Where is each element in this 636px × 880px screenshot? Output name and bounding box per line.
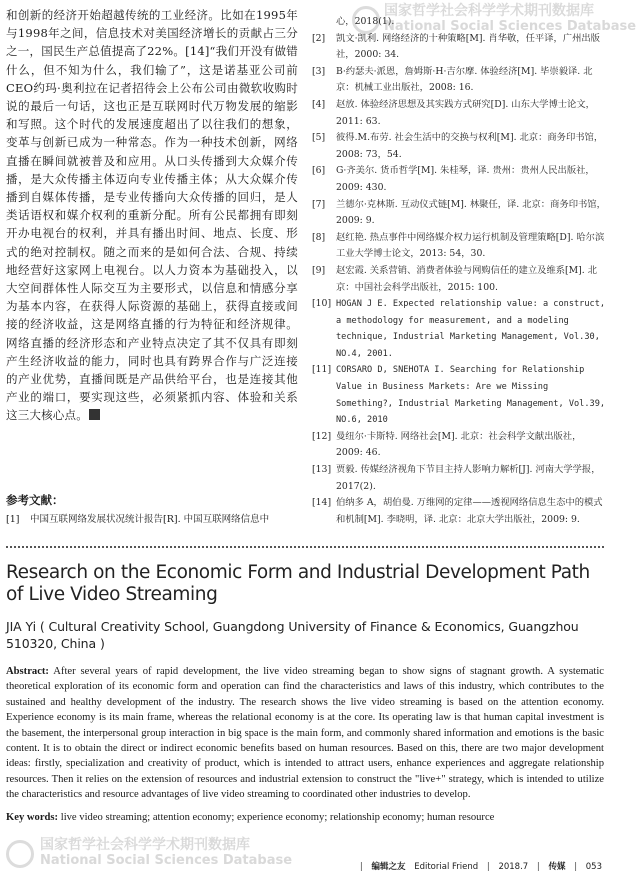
references-heading: 参考文献：: [6, 493, 64, 507]
reference-item: [312, 429, 606, 462]
reference-number: [9]: [312, 264, 326, 276]
reference-text: 中国互联网络发展状况统计报告[R]. 中国互联网络信息中: [30, 514, 270, 525]
reference-item: [312, 296, 606, 362]
english-title: Research on the Economic Form and Industrial Development Path of Live Video Streaming: [6, 562, 590, 605]
watermark-bottom: [40, 838, 292, 868]
reference-number: [8]: [312, 231, 326, 243]
reference-text: 赵红艳. 热点事件中网络媒介权力运行机制及管理策略[D]. 哈尔滨工业大学博士论文，2013: 54，30.: [336, 231, 605, 260]
footer-journal-en: Editorial Friend: [414, 862, 479, 872]
reference-number: [3]: [312, 65, 326, 77]
reference-item: [312, 462, 606, 495]
abstract-text: After several years of rapid development, the live video streaming began to show signs of stagnant growth. A systematic theoretical exploration of its economic form and operation can find the characteristics and laws of this industry, which contributes to the sustained and healthy development of the industry. The research shows the live video streaming is based on the attention economy. Experience economy is its main frame, whereas the relational economy is at the core. Its operating law is that human capital investment is the basement, the interpersonal group interaction in big space is the main form, and commonly shared information and emotions is the basic content. It is to obtain the direct or indirect economic benefits based on human resources. Based on this, there are two major development ideas: firstly, specialization and creativity of product, which is intended to attract users, enhance experiences and aggregate relationship resources. Then it relies on the extension of resources and industrial extension to construct the "live+" strategy, which is intended to utilize the characteristics and resource advantages of live video streaming to coordinated other industries to develop.: [6, 666, 604, 801]
reference-number: [1]: [6, 514, 20, 525]
reference-number: [7]: [312, 198, 326, 210]
reference-text: B·约瑟夫·派恩，詹姆斯·H·吉尔摩. 体验经济[M]. 毕崇毅译. 北京：机械工业出版社，2008: 16.: [336, 65, 593, 94]
reference-text: G·齐美尔. 货币哲学[M]. 朱桂琴，译. 贵州：贵州人民出版社，2009: 430.: [336, 165, 595, 193]
reference-number: [14]: [312, 497, 332, 509]
footer-issue: 2018.7: [498, 862, 529, 872]
reference-number: [2]: [312, 32, 326, 44]
reference-number: [10]: [312, 298, 332, 310]
watermark-bottom-en: National Social Sciences Database: [40, 853, 293, 868]
reference-item: [312, 362, 606, 428]
abstract-label: Abstract:: [6, 666, 49, 677]
reference-number: [5]: [312, 132, 326, 144]
reference-item: [312, 163, 606, 196]
reference-number: [11]: [312, 364, 332, 376]
reference-number: [6]: [312, 165, 326, 177]
reference-text: 贾毅. 传媒经济视角下节目主持人影响力解析[J]. 河南大学学报，2017(2).: [336, 464, 601, 492]
reference-text: 伯纳多 A，胡伯曼. 万维网的定律——透视网络信息生态中的模式和机制[M]. 李晓明，译. 北京：北京大学出版社，2009: 9.: [336, 497, 603, 525]
reference-number: [12]: [312, 430, 332, 442]
reference-text: 曼纽尔·卡斯特. 网络社会[M]. 北京：社会科学文献出版社，2009: 46.: [336, 430, 582, 459]
watermark-bottom-cn: 国家哲学社会科学学术期刊数据库: [40, 837, 250, 853]
reference-text: 赵放. 体验经济思想及其实践方式研究[D]. 山东大学博士论文，2011: 63.: [336, 98, 595, 127]
reference-text: 赵宏霞. 关系营销、消费者体验与网购信任的建立及维系[M]. 北京：中国社会科学出版社，2015: 100.: [336, 264, 598, 293]
body-text-column: [6, 6, 298, 425]
reference-item: [312, 197, 606, 230]
footer-journal: 编辑之友: [371, 862, 406, 872]
end-mark-icon: [89, 409, 100, 420]
footer-section: 传媒: [548, 862, 566, 872]
reference-text: 凯文·凯利. 网络经济的十种策略[M]. 肖华敬，任平译，广州出版社，2000: 34.: [336, 32, 600, 61]
reference-number: [13]: [312, 464, 332, 476]
reference-item: [312, 263, 606, 296]
reference-item: [312, 97, 606, 130]
english-author: JIA Yi ( Cultural Creativity School, Guangdong University of Finance & Economics, Guangzhou 510320, China ): [6, 619, 579, 651]
references-left: [6, 512, 302, 527]
english-keywords: [6, 810, 604, 825]
watermark-en: National Social Sciences Database: [384, 19, 636, 34]
reference-item: [312, 130, 606, 163]
reference-item: [312, 64, 606, 97]
reference-item: [6, 512, 302, 527]
reference-item: [312, 495, 606, 528]
page-footer: | 编辑之友 Editorial Friend | 2018.7 | 传媒 | 053: [359, 862, 602, 872]
watermark-cn: 国家哲学社会科学学术期刊数据库: [384, 3, 594, 19]
body-paragraph: 和创新的经济开始超越传统的工业经济。比如在1995年与1998年之间，信息技术对美国经济增长的贡献占三分之一，国民生产总值提高了22%。[14]“我们开没有做错什么，但不知为什么，我们输了”，这是诺基亚公司前CEO约玛·奥利拉在记者招待会上公布公司由微软收购时说的最后一句话，这也正是互联网时代万物发展的缩影和写照。这个时代的发展速度超出了以往我们的想象，变革与创新已成为一种常态。作为一种技术创新，网络直播在瞬间就被普及和应用。从口头传播到大众媒介传播，是大众传播主体迈向专业传播主体；从大众媒介传播到自媒体传播，是专业传播向大众传播的回归，是人类话语权和媒介权利的重新分配。所有公民都拥有即刻开办电视台的权利，并具有播出时间、地点、长度、形式的绝对控制权。随之而来的是如何合法、合规、持续地经营好这家网上电视台。以人力资本为基础投入，以大空间群体性人际交互为主要形式，以信息和情感分享为基本内容，在获得人际资源的基础上，获得直接或间接的经济收益，这是网络直播的行为特征和经济规律。网络直播的经济形态和产业特点决定了其不仅具有即刻产生经济收益的能力，同时也具有跨界合作与广泛连接的产业优势，直播间既是产品供给平台，也是连接其他产业的端口，要实现这些，必须紧抓内容、体验和关系这三大核心点。: [6, 8, 298, 423]
reference-item: [312, 14, 606, 31]
references-right: [312, 14, 606, 528]
keywords-text: live video streaming; attention economy; experience economy; relationship economy; human resource: [60, 812, 495, 823]
reference-text: CORSARO D, SNEHOTA I. Searching for Relationship Value in Business Markets: Are we Missing Something?, Industrial Marketing Management, Vol.39, NO.6, 2010: [336, 365, 606, 426]
footer-page-number: 053: [585, 862, 602, 872]
reference-text: 彼得.M.布劳. 社会生活中的交换与权利[M]. 北京：商务印书馆，2008: 73，54.: [336, 132, 604, 160]
reference-item: [312, 230, 606, 263]
reference-item: [312, 31, 606, 64]
watermark-logo-bottom-icon: [6, 840, 34, 868]
reference-text: 兰德尔·克林斯. 互动仪式链[M]. 林聚任，译. 北京：商务印书馆，2009: 9.: [336, 198, 606, 227]
section-divider: [6, 546, 604, 548]
keywords-label: Key words:: [6, 812, 59, 823]
reference-number: [312, 14, 336, 31]
reference-number: [4]: [312, 98, 326, 110]
reference-text: HOGAN J E. Expected relationship value: a construct, a methodology for measurement, and a modeling technique, Industrial Marketing Management, Vol.30, NO.4, 2001.: [336, 299, 606, 359]
reference-text: 心，2018(1).: [336, 16, 395, 27]
english-abstract: [6, 664, 604, 803]
